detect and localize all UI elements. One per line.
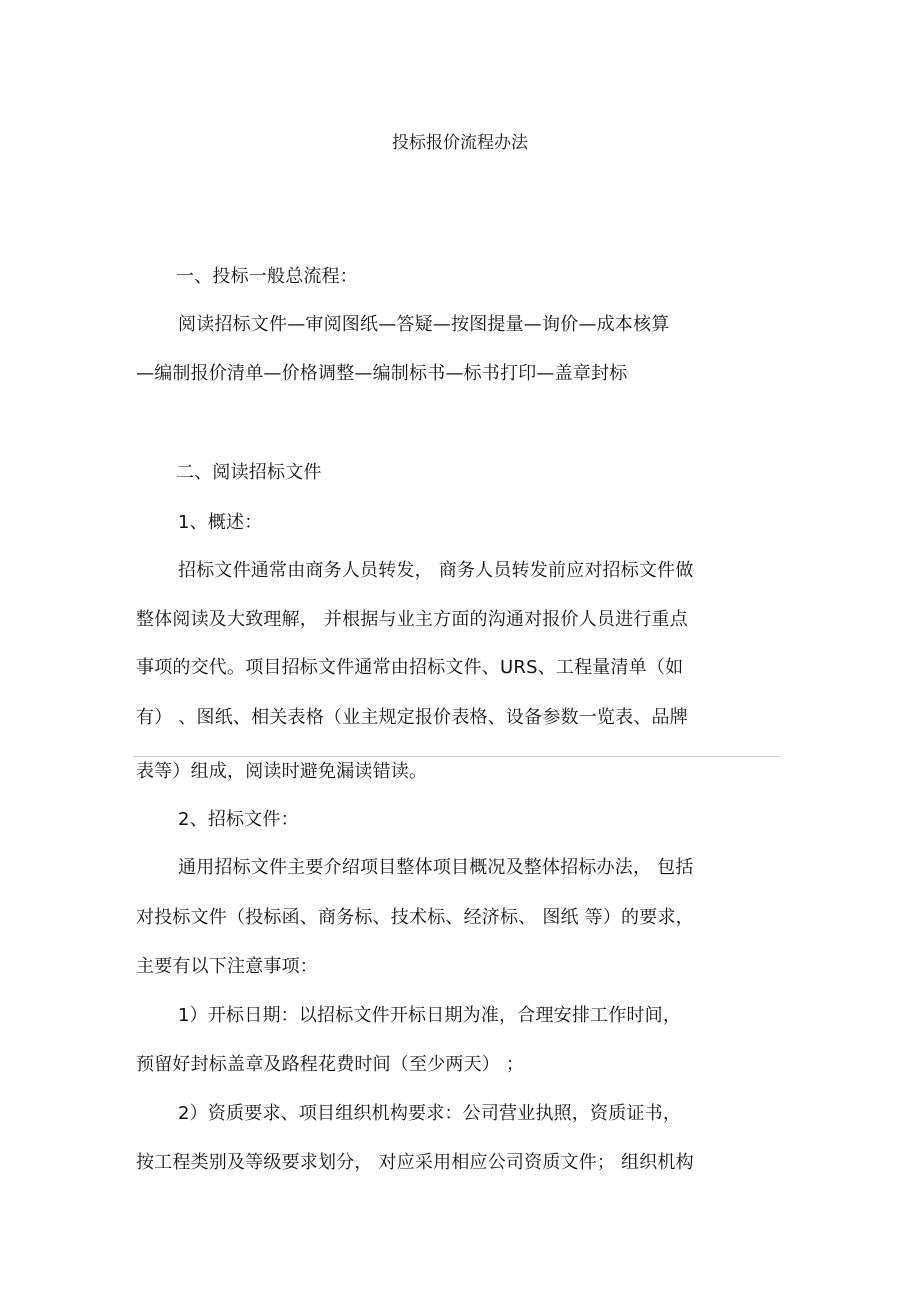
paragraph-line: 招标文件通常由商务人员转发， 商务人员转发前应对招标文件做: [178, 560, 694, 581]
list-item-line: 1）开标日期：以招标文件开标日期为准，合理安排工作时间，: [178, 1005, 682, 1026]
horizontal-divider: [133, 756, 780, 757]
document-title: 投标报价流程办法: [392, 133, 528, 153]
sub2-heading: 2、招标文件：: [178, 809, 299, 830]
paragraph-line: 主要有以下注意事项：: [136, 956, 318, 977]
section2-heading: 二、阅读招标文件: [176, 462, 322, 483]
paragraph-line: 通用招标文件主要介绍项目整体项目概况及整体招标办法， 包括: [178, 857, 694, 878]
list-item-line: 按工程类别及等级要求划分， 对应采用相应公司资质文件； 组织机构: [136, 1152, 694, 1173]
paragraph-line: 整体阅读及大致理解， 并根据与业主方面的沟通对报价人员进行重点: [136, 609, 688, 630]
list-item-line: 2）资质要求、项目组织机构要求：公司营业执照，资质证书，: [178, 1103, 682, 1124]
paragraph-line: 有） 、图纸、相关表格（业主规定报价表格、设备参数一览表、品牌: [136, 707, 688, 728]
paragraph-line: 事项的交代。项目招标文件通常由招标文件、URS、工程量清单（如: [136, 657, 684, 678]
paragraph-line: 表等）组成，阅读时避免漏读错读。: [136, 761, 428, 782]
flow-line-1: 阅读招标文件—审阅图纸—答疑—按图提量—询价—成本核算: [178, 314, 670, 335]
paragraph-line: 对投标文件（投标函、商务标、技术标、经济标、 图纸 等）的要求，: [136, 907, 694, 928]
sub1-heading: 1、概述：: [178, 512, 263, 533]
list-item-line: 预留好封标盖章及路程花费时间（至少两天） ；: [136, 1054, 525, 1075]
flow-line-2: —编制报价清单—价格调整—编制标书—标书打印—盖章封标: [136, 363, 628, 384]
section1-heading: 一、投标一般总流程：: [176, 266, 358, 287]
